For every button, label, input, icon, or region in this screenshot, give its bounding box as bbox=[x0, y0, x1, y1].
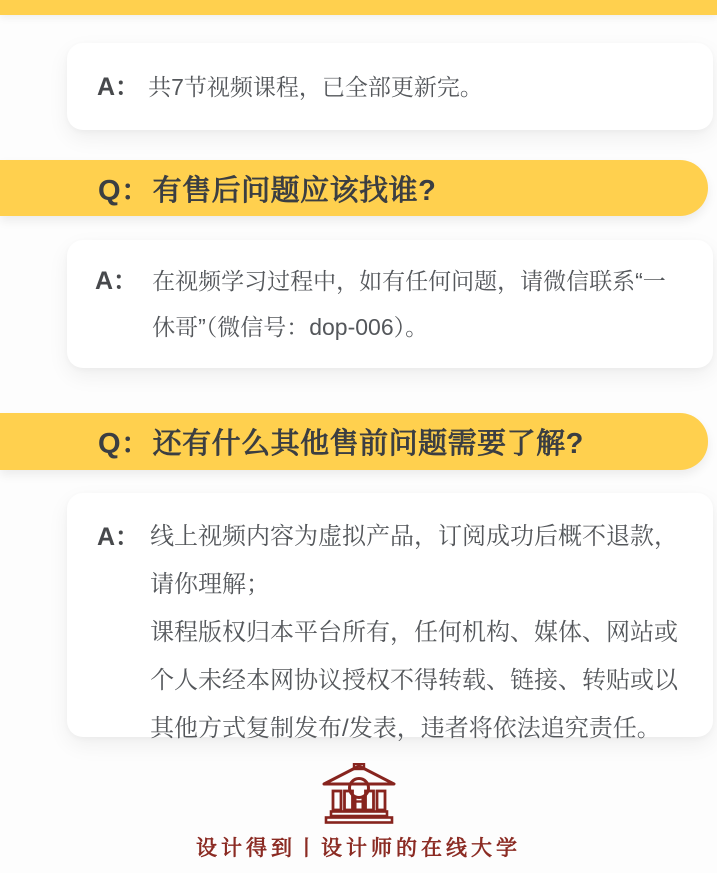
question-banner-presales bbox=[0, 413, 708, 470]
brand-tagline: 设计得到丨设计师的在线大学 bbox=[196, 837, 521, 860]
answer-label: A： bbox=[97, 523, 141, 551]
answer-card-contact bbox=[67, 240, 713, 368]
question-label: Q： bbox=[98, 428, 151, 460]
answer-label: A： bbox=[95, 267, 139, 295]
answer-paragraph-refund: 线上视频内容为虚拟产品，订阅成功后概不退款，请你理解； bbox=[150, 523, 679, 598]
answer-text: 在视频学习过程中，如有任何问题，请微信联系“一休哥”（微信号：dop-006）。 bbox=[152, 268, 666, 340]
university-building-lightbulb-icon bbox=[321, 763, 397, 824]
question-label: Q： bbox=[98, 174, 151, 207]
answer-text: 共7节视频课程，已全部更新完。 bbox=[148, 73, 483, 100]
question-text: 还有什么其他售前问题需要了解? bbox=[152, 428, 584, 460]
question-banner-aftersales bbox=[0, 160, 708, 216]
answer-card-course-count bbox=[67, 43, 713, 130]
answer-card-refund-copyright bbox=[67, 493, 713, 742]
question-banner-cutoff bbox=[0, 0, 717, 15]
answer-paragraph-copyright: 课程版权归本平台所有，任何机构、媒体、网站或个人未经本网协议授权不得转载、链接、转贴或以其他方式复制发布/发表，违者将依法追究责任。 bbox=[150, 619, 679, 742]
answer-label: A： bbox=[97, 72, 141, 101]
answer-text bbox=[150, 513, 683, 753]
question-text: 有售后问题应该找谁? bbox=[152, 174, 437, 207]
